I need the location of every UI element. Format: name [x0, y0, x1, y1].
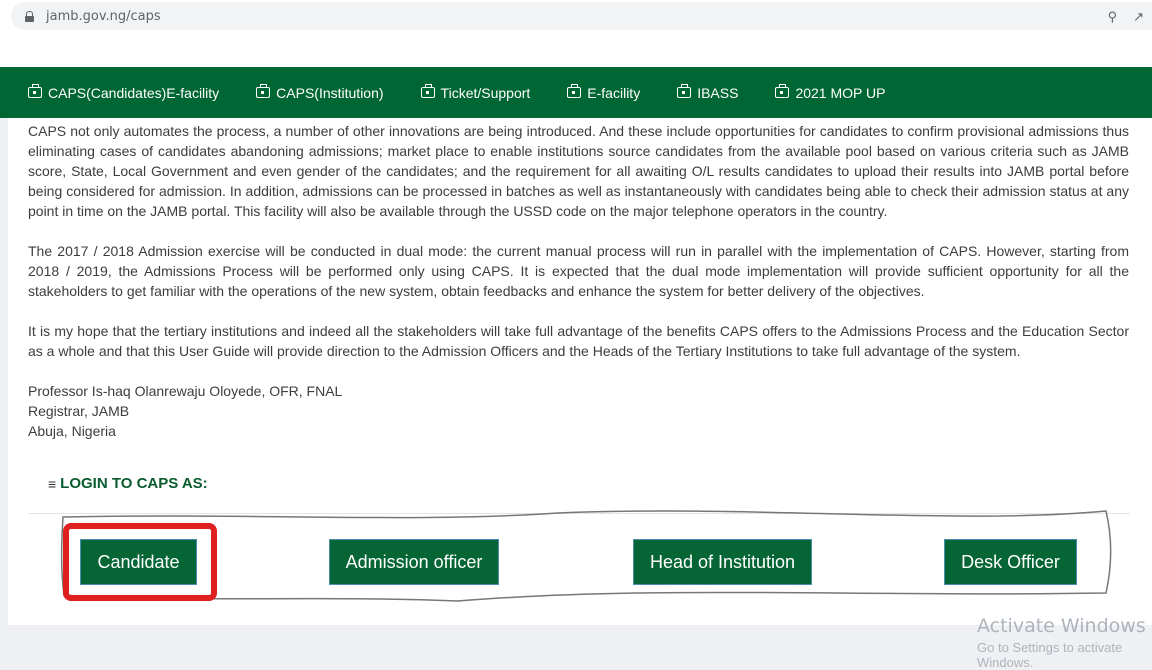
address-bar[interactable]: [11, 2, 1152, 30]
candidate-button[interactable]: Candidate: [80, 539, 197, 585]
windows-activation-subtext: Go to Settings to activate Windows.: [977, 640, 1123, 670]
nav-label: 2021 MOP UP: [795, 84, 886, 101]
paragraph: The 2017 / 2018 Admission exercise will be conducted in dual mode: the current manual process will run in parallel with the implementation of CAPS. However, starting from 2018 / 2019, the Admissions Process will be performed only using CAPS. It is expected that the dual mode implementation will provide sufficient opportunity for all the stakeholders to get familiar with the operations of the new system, obtain feedbacks and enhance the system for better delivery of the objectives.: [28, 243, 1129, 299]
briefcase-icon: [421, 87, 435, 98]
signatory-location: Abuja, Nigeria: [28, 423, 116, 439]
page-header-space: [0, 34, 1152, 67]
briefcase-icon: [775, 87, 789, 98]
nav-label: Ticket/Support: [440, 84, 531, 101]
article-body: [28, 121, 1129, 461]
share-icon[interactable]: ↗: [1133, 9, 1144, 24]
paragraph: CAPS not only automates the process, a number of other innovations are being introduced. And these include opportunities for candidates to confirm provisional admissions thus eliminating cases of candidates abandoning admissions; market place to enable institutions source candidates from the available pool based on various criteria such as JAMB score, State, Local Government and even gender of the candidates; and the requirement for all awaiting O/L results candidates to upload their results into JAMB portal before being considered for admission. In addition, admissions can be processed in batches as well as instantaneously with candidates being able to check their admission status at any point in time on the JAMB portal. This facility will also be available through the USSD code on the major telephone operators in the country.: [28, 123, 1129, 219]
admission-officer-button[interactable]: Admission officer: [329, 539, 499, 585]
head-of-institution-button[interactable]: Head of Institution: [633, 539, 812, 585]
briefcase-icon: [256, 87, 270, 98]
location-blocked-icon[interactable]: ⚲: [1107, 9, 1118, 24]
paragraph: It is my hope that the tertiary institutions and indeed all the stakeholders will take full advantage of the benefits CAPS offers to the Admissions Process and the Education Sector as a whole and that this User Guide will provide direction to the Admission Officers and the Heads of the Tertiary Institutions to take full advantage of the system.: [28, 323, 1129, 359]
nav-label: CAPS(Candidates)E-facility: [48, 84, 220, 101]
nav-label: E-facility: [587, 84, 641, 101]
login-heading-text: LOGIN TO CAPS AS:: [60, 475, 208, 492]
nav-label: CAPS(Institution): [276, 84, 384, 101]
briefcase-icon: [28, 87, 42, 98]
nav-caps-institution[interactable]: [256, 85, 383, 101]
browser-address-area: [0, 0, 1152, 34]
main-nav: [0, 67, 1152, 118]
nav-e-facility[interactable]: [567, 85, 640, 101]
url-text[interactable]: jamb.gov.ng/caps: [46, 8, 161, 24]
url-path: /caps: [126, 8, 161, 24]
nav-2021-mop-up[interactable]: [775, 85, 885, 101]
nav-ibass[interactable]: [677, 85, 738, 101]
desk-officer-button[interactable]: Desk Officer: [944, 539, 1077, 585]
nav-label: IBASS: [697, 84, 739, 101]
briefcase-icon: [677, 87, 691, 98]
windows-activation-watermark: Activate Windows: [977, 615, 1146, 637]
signatory-title: Registrar, JAMB: [28, 403, 130, 419]
nav-ticket-support[interactable]: [421, 85, 531, 101]
login-heading: [48, 475, 208, 492]
briefcase-icon: [567, 87, 581, 98]
layers-icon: ≡: [48, 475, 57, 492]
signature: [28, 381, 1129, 441]
signatory-name: Professor Is-haq Olanrewaju Oloyede, OFR, FNAL: [28, 383, 343, 399]
divider: [28, 513, 1130, 514]
nav-caps-candidates[interactable]: [28, 85, 219, 101]
lock-icon[interactable]: [25, 11, 34, 22]
